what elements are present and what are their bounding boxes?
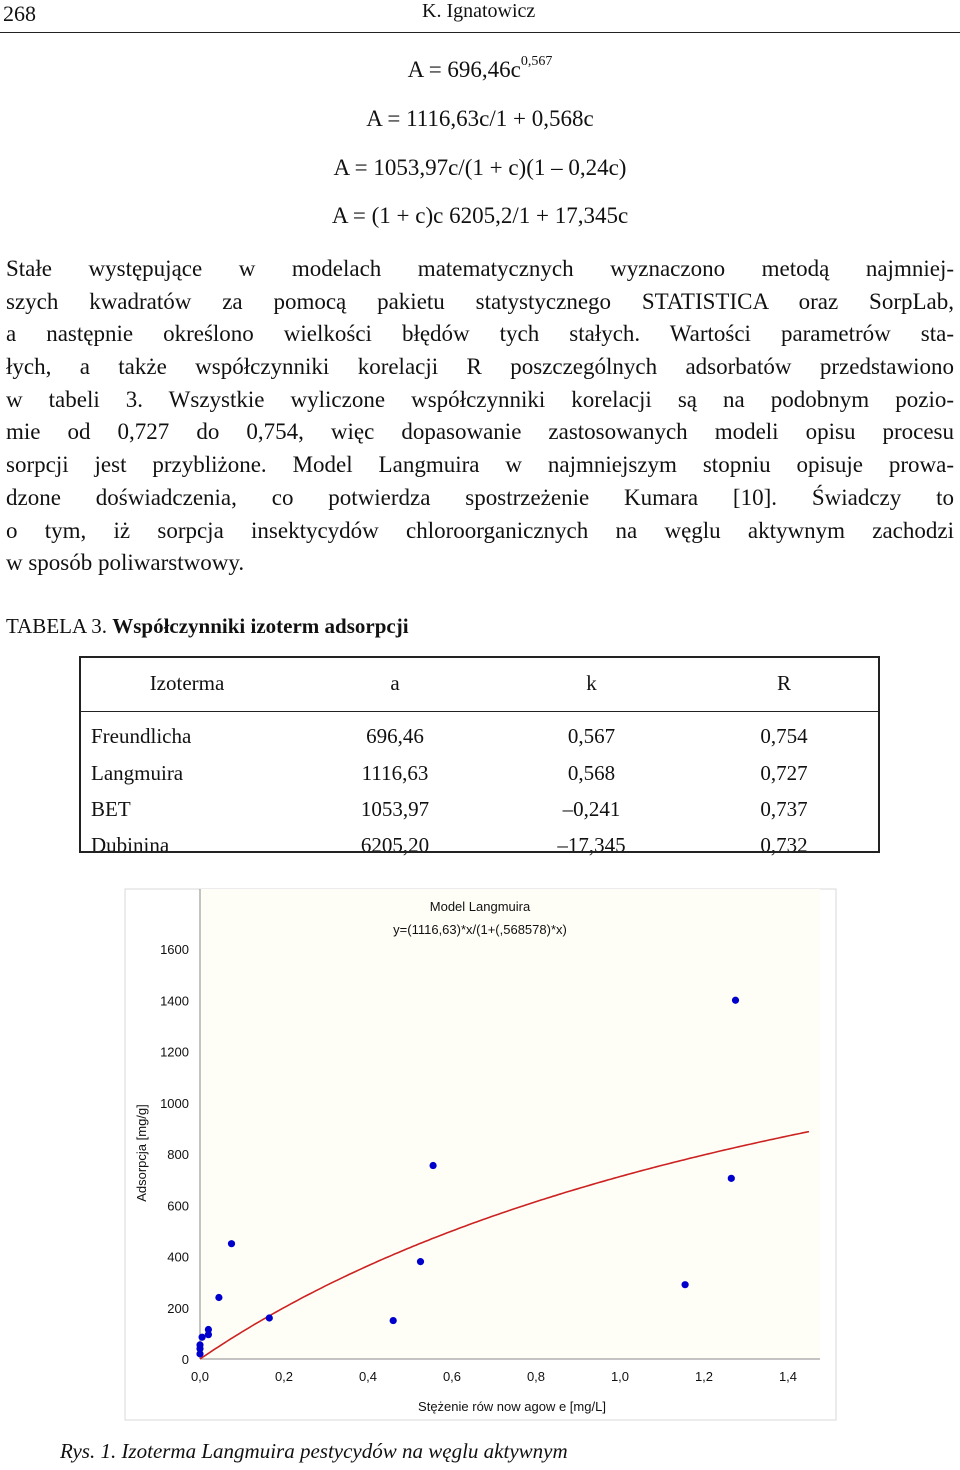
- y-tick-label: 400: [167, 1249, 189, 1265]
- x-tick-label: 0,2: [274, 1369, 294, 1384]
- y-tick-label: 200: [167, 1300, 189, 1316]
- data-point: [205, 1326, 212, 1333]
- running-author: K. Ignatowicz: [422, 0, 536, 22]
- data-point: [228, 1240, 235, 1247]
- y-tick-label: 600: [167, 1198, 189, 1214]
- paragraph-line: łych, a także współczynniki korelacji R poszczególnych adsorbatów przedstawiono: [6, 354, 954, 380]
- data-point: [728, 1175, 735, 1182]
- x-tick-label: 0,6: [442, 1369, 462, 1384]
- running-header: [0, 0, 960, 33]
- y-tick-label: 800: [167, 1147, 189, 1162]
- data-point: [682, 1281, 689, 1288]
- header-cell-a: a: [295, 656, 495, 712]
- cell-k: 0,567: [567, 724, 616, 749]
- cell-a: 1116,63: [361, 761, 429, 785]
- y-tick-label: 1200: [160, 1044, 189, 1060]
- cell-k: –17,345: [557, 833, 626, 857]
- cell-r: 0,754: [760, 724, 808, 749]
- cell-r: 0,737: [760, 797, 808, 821]
- x-tick-label: 0,8: [526, 1369, 546, 1384]
- data-point: [417, 1258, 424, 1265]
- paragraph-line: mie od 0,727 do 0,754, więc dopasowanie zastosowanych modeli opisu procesu: [6, 419, 954, 445]
- paragraph-line: sorpcji jest przybliżone. Model Langmuira w najmniejszym stopniu opisuje prowa-: [6, 452, 954, 478]
- body-paragraph: [6, 253, 954, 580]
- data-point: [390, 1317, 397, 1324]
- table-row: [79, 756, 880, 792]
- y-tick-label: 1000: [160, 1095, 189, 1111]
- chart-subtitle: y=(1116,63)*x/(1+(,568578)*x): [393, 922, 567, 937]
- cell-a: 1053,97: [360, 797, 430, 821]
- equation-bet: A = 1053,97c/(1 + c)(1 – 0,24c): [333, 155, 627, 180]
- paragraph-line: szych kwadratów za pomocą pakietu statystycznego STATISTICA oraz SorpLab,: [6, 288, 954, 314]
- data-point: [196, 1341, 203, 1348]
- table-label: TABELA 3.: [6, 614, 107, 638]
- cell-isotherm: Dubinina: [91, 833, 170, 857]
- data-point: [215, 1294, 222, 1301]
- x-tick-label: 0,4: [358, 1369, 378, 1384]
- paragraph-line: o tym, iż sorpcja insektycydów chloroorganicznych na węglu aktywnym zachodzi: [6, 517, 954, 543]
- x-axis-label: Stężenie rów now agow e [mg/L]: [418, 1399, 606, 1414]
- header-cell-isotherm: Izoterma: [79, 656, 295, 712]
- table-caption: [6, 614, 409, 639]
- equation-dubinin: A = (1 + c)c 6205,2/1 + 17,345c: [331, 203, 629, 228]
- equation-langmuir: A = 1116,63c/1 + 0,568c: [366, 106, 594, 131]
- figure-caption: Rys. 1. Izoterma Langmuira pestycydów na węglu aktywnym: [60, 1439, 568, 1463]
- plot-area: [200, 889, 820, 1359]
- table-row: [79, 828, 880, 864]
- data-point: [199, 1334, 206, 1341]
- y-tick-label: 1600: [160, 942, 189, 957]
- cell-k: –0,241: [562, 797, 621, 821]
- cell-a: 696,46: [366, 724, 424, 749]
- coefficients-table: [79, 656, 880, 864]
- paragraph-line: w tabeli 3. Wszystkie wyliczone współczynniki korelacji są na podobnym pozio-: [6, 386, 954, 412]
- table-row: [79, 792, 880, 828]
- y-axis-label: Adsorpcja [mg/g]: [134, 1104, 149, 1202]
- cell-isotherm: Langmuira: [91, 761, 184, 785]
- cell-isotherm: Freundlicha: [91, 724, 192, 749]
- cell-r: 0,727: [760, 761, 808, 785]
- table-title: Współczynniki izoterm adsorpcji: [112, 614, 409, 638]
- langmuir-isotherm-chart: [0, 880, 960, 1428]
- table-row: [79, 712, 880, 756]
- paragraph-line: Stałe występujące w modelach matematycznych wyznaczono metodą najmniej-: [6, 256, 954, 281]
- cell-a: 6205,20: [360, 833, 430, 857]
- chart-title: Model Langmuira: [429, 899, 531, 914]
- x-tick-label: 1,4: [778, 1369, 798, 1384]
- cell-r: 0,732: [760, 833, 808, 857]
- y-tick-label: 0: [181, 1352, 189, 1367]
- paragraph-line: w sposób poliwarstwowy.: [6, 550, 245, 576]
- data-point: [732, 997, 739, 1004]
- x-tick-label: 1,2: [694, 1369, 714, 1384]
- page-number: 268: [3, 1, 36, 26]
- paragraph-line: dzone doświadczenia, co potwierdza spostrzeżenie Kumara [10]. Świadczy to: [6, 484, 954, 510]
- y-tick-label: 1400: [160, 993, 189, 1009]
- x-tick-label: 0,0: [190, 1369, 210, 1384]
- cell-isotherm: BET: [91, 797, 131, 821]
- data-point: [430, 1162, 437, 1169]
- header-cell-k: k: [495, 656, 688, 712]
- x-tick-label: 1,0: [610, 1369, 630, 1384]
- paragraph-line: a następnie określono wielkości błędów tych stałych. Wartości parametrów sta-: [6, 321, 954, 347]
- equation-freundlich: $A = 696,46c^{0,567}$: [407, 54, 553, 82]
- cell-k: 0,568: [567, 761, 616, 785]
- table-header-row: [79, 656, 880, 712]
- data-point: [266, 1314, 273, 1321]
- header-cell-r: R: [688, 656, 880, 712]
